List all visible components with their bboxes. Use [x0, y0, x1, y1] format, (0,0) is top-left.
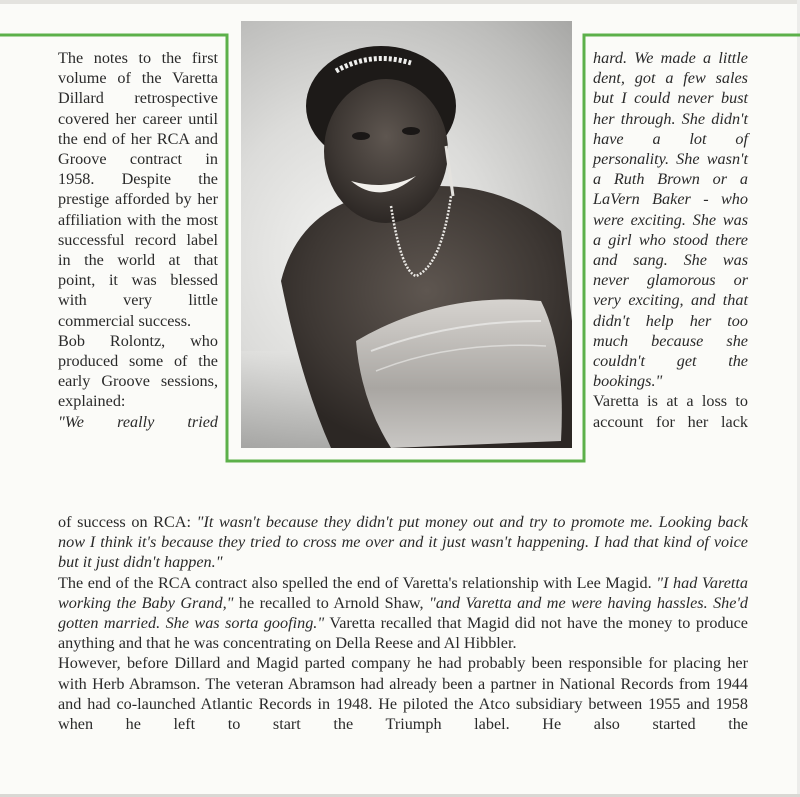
magid-text-a: The end of the RCA contract also spelled the end of Varetta's relationship with Lee Magid. — [58, 573, 652, 592]
right-column-text — [593, 48, 748, 432]
rca-lead: of success on RCA: — [58, 513, 191, 531]
magid-quote-2: "and Varetta and me were having hassles. She'd gotten married. She was sorta goofing." — [58, 593, 748, 633]
abramson-paragraph: However, before Dillard and Magid parted company he had probably been responsible for placing her with Herb Abramson. The veteran Abramson had already been a partner in National Records from 1944 and had co-launched Atlantic Records in 1948. He piloted the Atco subsidiary between 1955 and 1958 when he left to start the Triumph label. He also started the — [58, 654, 748, 734]
magid-paragraph — [58, 573, 748, 654]
rca-paragraph — [58, 512, 748, 573]
intro-paragraph: The notes to the first volume of the Varetta Dillard retrospective covered her career until the end of her RCA and Groove contract in 1958. Despite the prestige afforded by her affiliation with the most successful record label in the world at that point, it was blessed with very little commercial success. — [58, 49, 218, 330]
left-column-text — [58, 48, 218, 432]
varetta-paragraph-start: Varetta is at a loss to account for her lack — [593, 392, 748, 431]
varetta-quote: "It wasn't because they didn't put money out and try to promote me. Looking back now I think it's because they tried to cross me over and it just wasn't happening. I had that kind of voice but it just didn't happen." — [58, 513, 749, 572]
magid-quote-1: "I had Varetta working the Baby Grand," — [58, 573, 748, 612]
rolontz-paragraph: Bob Rolontz, who produced some of the early Groove sessions, explained: — [58, 331, 218, 411]
rolontz-quote-start: "We really tried — [58, 412, 218, 431]
rolontz-quote-continued: hard. We made a little dent, got a few sales but I could never bust her through. She didn't have a lot of personality. She wasn't a Ruth Brown or a LaVern Baker - who were exciting. She was a girl who stood there and sang. She was never glamorous or very exciting, and that didn't help her too much because she couldn't get the bookings." — [593, 49, 748, 391]
photo-face — [324, 79, 448, 223]
portrait-photo — [241, 21, 572, 448]
main-body-text — [58, 512, 748, 734]
magid-text-b: he recalled to Arnold Shaw, — [238, 593, 424, 612]
magid-text-c: Varetta recalled that Magid did not have the money to produce anything and that he was concentrating on Della Reese and Al Hibbler. — [58, 614, 748, 653]
